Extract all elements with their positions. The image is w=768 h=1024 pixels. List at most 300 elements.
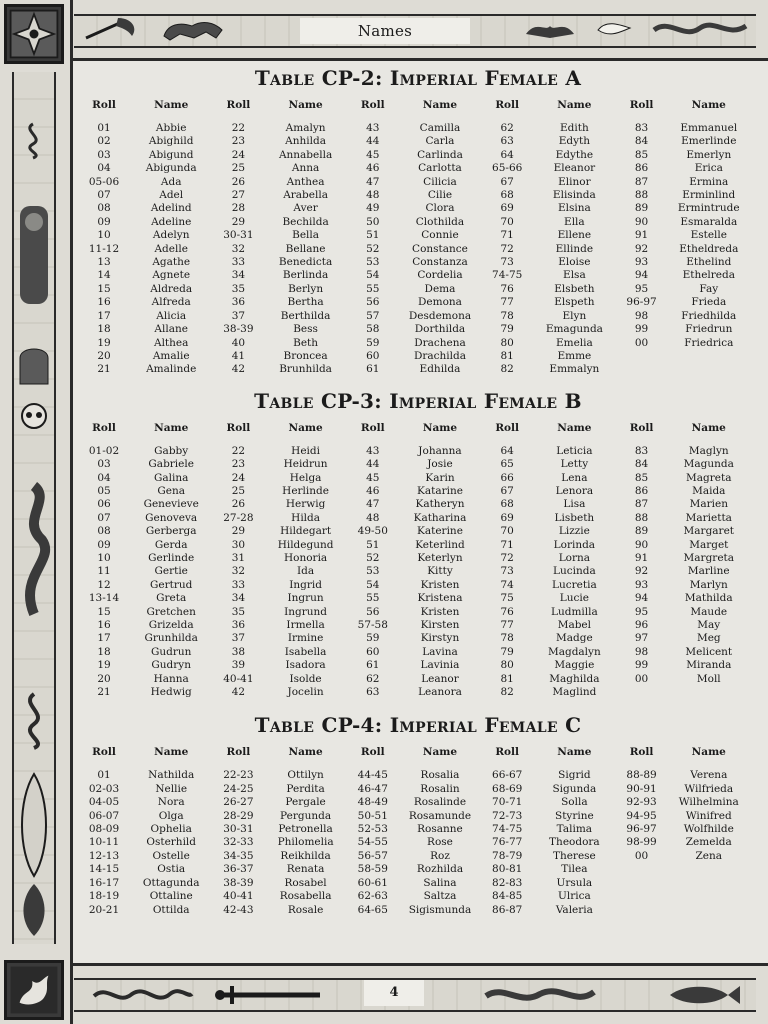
roll-cell: 29 [231,215,246,228]
name-cell: Ethelreda [682,269,735,282]
name-cell: Demona [418,296,462,309]
roll-cell: 20 [97,349,111,362]
name-cell: Ostia [157,863,186,876]
dove-icon [594,16,634,42]
name-cell: Meg [696,632,721,645]
name-cell: Rosalia [420,769,460,782]
name-cell [664,363,754,376]
roll-cell: 86 [634,162,649,175]
name-cell: Renata [286,863,325,876]
name-cell: Keterlyn [417,551,463,564]
name-cell: Clora [425,202,455,215]
roll-cell: 30 [231,538,246,551]
roll-cell: 16 [97,296,111,309]
roll-cell: 55 [366,592,380,605]
name-cell: Wilfrieda [684,782,734,795]
name-cell: Edythe [555,148,594,161]
name-cell: Katarine [417,484,463,497]
roll-cell: 57 [366,309,380,322]
roll-cell: 53 [366,565,380,578]
roll-cell: 60 [366,645,380,658]
roll-cell: 19 [97,336,111,349]
name-cell: Emmanuel [680,122,738,134]
name-cell: Edith [560,122,589,134]
name-cell: Lorna [558,551,591,564]
name-cell: Elsbeth [554,282,595,295]
sword-icon [210,982,330,1008]
roll-cell: 34-35 [223,849,254,862]
name-cell: Sigismunda [408,903,472,916]
roll-cell: 71 [500,229,514,242]
name-cell: Berthilda [280,309,331,322]
table-row [82,189,754,202]
name-column-header: Name [691,421,726,434]
roll-column-header: Roll [360,99,385,111]
name-cell: Hilda [291,511,321,524]
roll-cell: 53 [366,256,380,269]
name-cell: Kitty [427,565,453,578]
roll-cell: 82 [500,363,514,376]
roll-cell: 44 [366,458,380,471]
roll-cell: 94 [634,592,649,605]
roll-cell: 39 [231,659,246,672]
roll-column-header: Roll [226,421,251,434]
roll-cell: 77 [500,619,514,631]
name-cell: Lucie [559,592,589,605]
roll-cell: 58 [366,323,380,336]
name-cell: Gertrud [150,578,193,591]
table-row [82,135,754,148]
roll-cell: 50 [366,215,380,228]
table-row [82,850,754,863]
roll-cell: 00 [634,849,649,862]
table-row [82,216,754,229]
name-cell: Isolde [289,672,322,685]
name-cell: Katerine [417,525,463,538]
name-cell: Carlotta [418,162,462,175]
roll-cell: 86 [634,484,649,497]
table-row [82,323,754,336]
name-cell [664,863,754,876]
roll-cell: 16 [97,619,111,631]
name-cell: Nellie [155,782,188,795]
name-cell: Elsina [557,202,591,215]
name-cell: Brunhilda [279,363,332,376]
table-row [82,877,754,890]
name-cell: Kristen [420,578,460,591]
name-cell: Rose [427,836,453,849]
name-cell: Grunhilda [144,632,198,645]
roll-cell: 30-31 [223,229,254,242]
name-cell: Herwig [285,498,326,511]
page-content [82,60,754,964]
name-cell: Ella [564,215,585,228]
corner-cross-icon [4,4,64,64]
roll-cell: 36 [231,296,246,309]
name-cell: Kristena [417,592,463,605]
roll-cell: 03 [97,458,111,471]
name-column-header: Name [154,421,189,434]
table-row [82,337,754,350]
name-cell: Rosabel [284,876,327,889]
roll-column-header: Roll [629,421,654,434]
roll-cell: 32 [231,565,246,578]
table-row [82,525,754,538]
roll-cell: 60-61 [357,876,388,889]
table-row [82,904,754,917]
name-cell: Lorinda [553,538,596,551]
name-cell: Theodora [549,836,600,849]
roll-cell: 23 [231,458,246,471]
name-cell: Amalie [152,349,190,362]
name-cell: Talima [556,823,593,836]
roll-cell: 84 [634,135,649,148]
name-cell: Emagunda [545,323,603,336]
name-cell: Adel [159,189,184,202]
roll-cell: 07 [97,189,111,202]
name-cell: Pergunda [280,809,332,822]
roll-cell: 44 [366,135,380,148]
name-cell: Lisbeth [554,511,595,524]
roll-cell: 08-09 [88,823,120,836]
name-cell: Abigund [148,148,194,161]
scroll-icon [18,120,48,160]
roll-cell: 26 [231,498,246,511]
name-cell: Gabriele [148,458,194,471]
roll-cell: 63 [500,135,514,148]
roll-cell: 35 [231,605,246,618]
roll-cell: 40-41 [223,672,254,685]
roll-cell: 85 [634,471,649,484]
name-cell: Camilla [419,122,461,134]
name-cell: Elspeth [554,296,595,309]
name-cell: Elisinda [552,189,596,202]
name-cell: Bess [293,323,318,336]
name-cell: Gudryn [151,659,191,672]
name-cell: Annabella [278,148,333,161]
roll-cell: 06 [97,498,111,511]
table-header-row [82,98,754,122]
name-cell: Rosale [287,903,324,916]
roll-cell: 12-13 [88,849,120,862]
roll-cell: 80-81 [492,863,523,876]
name-cell: Verena [690,769,728,782]
name-cell: Aldreda [150,282,193,295]
name-cell: Isabella [284,645,327,658]
roll-column-header: Roll [92,99,116,111]
roll-cell: 93 [634,578,649,591]
name-cell: Irmella [286,619,325,631]
table-row [82,565,754,578]
name-cell: Tilea [561,863,588,876]
table-row [82,202,754,215]
name-cell: Cilicia [423,175,457,188]
name-cell: Arabella [283,189,328,202]
names-table-cp3 [82,421,754,700]
roll-cell: 45 [366,471,380,484]
name-cell: Gretchen [146,605,196,618]
table-row [82,673,754,686]
roll-cell: 12 [97,578,111,591]
roll-cell: 67 [500,175,514,188]
roll-cell: 31 [231,551,246,564]
table-row [82,796,754,809]
name-cell: Adelle [154,242,188,255]
name-cell: Erminlind [682,189,736,202]
name-cell: Eleanor [553,162,596,175]
roll-cell: 69 [500,511,514,524]
name-cell: Nora [157,796,185,809]
name-cell: Etheldreda [679,242,739,255]
roll-cell: 28-29 [223,809,254,822]
name-cell: Jocelin [287,686,324,699]
name-cell: Lisa [563,498,586,511]
name-cell: Wilhelmina [678,796,739,809]
roll-cell: 46 [366,162,380,175]
roll-cell: 48 [366,189,380,202]
table-row [82,363,754,376]
roll-cell: 40 [231,336,246,349]
roll-cell: 74 [500,578,514,591]
name-cell: Rosabella [279,890,332,903]
roll-cell: 81 [500,349,514,362]
roll-cell: 80 [500,659,514,672]
roll-cell: 08 [97,525,111,538]
name-cell: Ophelia [150,823,192,836]
name-cell: Adeline [151,215,192,228]
roll-cell: 18-19 [88,890,120,903]
name-cell: Therese [552,849,596,862]
roll-cell: 51 [366,229,380,242]
roll-cell: 65 [500,458,514,471]
roll-cell: 26-27 [223,796,254,809]
name-column-header: Name [154,99,189,111]
roll-cell: 28 [231,202,246,215]
name-cell: Moll [696,672,721,685]
roll-cell: 04 [97,162,111,175]
roll-cell: 26 [231,175,246,188]
roll-cell: 60 [366,349,380,362]
roll-cell: 90 [634,538,649,551]
name-cell: Ludmilla [550,605,598,618]
roll-cell: 69 [500,202,514,215]
warrior-icon [14,200,54,310]
roll-cell [620,904,664,917]
table-row [82,269,754,282]
name-cell: Frieda [691,296,727,309]
name-cell: Keterlind [415,538,465,551]
name-cell: Benedicta [278,256,333,269]
roll-cell: 02-03 [88,782,120,795]
name-cell: Anna [291,162,320,175]
name-cell: Lucretia [552,578,597,591]
name-column-header: Name [422,746,458,759]
name-cell: Abigunda [145,162,197,175]
roll-cell: 82-83 [492,876,523,889]
worm-icon [480,982,600,1008]
roll-cell: 78 [500,309,514,322]
roll-cell: 10-11 [88,836,120,849]
roll-cell: 05 [97,484,111,497]
roll-cell: 09 [97,215,111,228]
name-cell: Ulrica [558,890,591,903]
name-cell: Isadora [285,659,326,672]
name-cell: Leanora [418,686,462,699]
roll-cell: 13 [97,256,111,269]
name-cell: Beth [293,336,319,349]
name-cell: Drachena [414,336,466,349]
table-row [82,498,754,511]
roll-cell: 05-06 [88,175,120,188]
roll-cell: 51 [366,538,380,551]
roll-cell: 62 [500,122,514,134]
name-cell: Anhilda [285,135,326,148]
roll-cell: 55 [366,282,380,295]
name-cell: Lenora [555,484,594,497]
roll-cell: 92-93 [626,796,657,809]
roll-cell: 92 [634,242,649,255]
roll-cell: 84-85 [492,890,523,903]
table-title: Table CP-3: Imperial Female B [254,388,582,413]
roll-cell: 21 [97,363,111,376]
roll-cell: 29 [231,525,246,538]
name-cell: Bertha [287,296,324,309]
name-cell: Ottaline [149,890,193,903]
name-cell: Kristen [420,605,460,618]
name-cell: Philomelia [277,836,334,849]
roll-cell: 54 [366,269,380,282]
name-cell: Emmalyn [549,363,600,376]
name-cell [664,877,754,890]
roll-column-header: Roll [495,746,520,759]
roll-cell: 54 [366,578,380,591]
roll-cell: 15 [97,605,111,618]
roll-cell: 22-23 [223,769,254,782]
roll-cell: 13-14 [88,592,120,605]
name-column-header: Name [557,421,592,434]
name-cell: Desdemona [408,309,472,322]
name-cell: Elyn [562,309,587,322]
table-row [82,810,754,823]
roll-cell: 27 [231,189,246,202]
roll-cell: 04 [97,471,111,484]
name-cell: Emelia [555,336,593,349]
name-cell: Rosanne [417,823,463,836]
name-cell: Mabel [557,619,592,631]
roll-cell: 07 [97,511,111,524]
roll-column-header: Roll [92,746,116,759]
roll-cell: 67 [500,484,514,497]
table-header-row [82,421,754,445]
name-cell: Madge [556,632,593,645]
name-cell: Hildegart [280,525,332,538]
name-cell: Magdalyn [547,645,601,658]
table-row [82,823,754,836]
roll-cell: 66-67 [492,769,523,782]
name-cell: Elsa [563,269,586,282]
roll-cell: 37 [231,632,246,645]
table-row [82,283,754,296]
name-cell [664,904,754,917]
name-cell: Abighild [148,135,194,148]
name-cell: Bellane [285,242,326,255]
table-title: Table CP-2: Imperial Female A [254,66,582,90]
roll-cell: 76 [500,605,514,618]
name-cell: Carlinda [417,148,463,161]
name-cell: Adelind [150,202,192,215]
roll-cell: 57-58 [357,619,388,631]
roll-cell: 02 [97,135,111,148]
roll-cell: 36 [231,619,246,631]
serpent-icon [650,16,750,42]
name-cell: Connie [421,229,459,242]
name-cell: Marline [687,565,730,578]
name-cell: Aver [293,202,318,215]
roll-cell: 96-97 [626,296,657,309]
roll-cell: 19 [97,659,111,672]
name-cell: Ursula [556,876,593,889]
name-cell: Abbie [155,122,187,134]
roll-cell: 79 [500,645,514,658]
table-row [82,445,754,458]
names-table-cp2 [82,98,754,377]
table-row [82,350,754,363]
roll-cell: 03 [97,148,111,161]
name-cell: Petronella [278,823,333,836]
name-cell: Althea [153,336,189,349]
name-cell: Berlyn [288,282,324,295]
table-row [82,122,754,135]
roll-cell [620,363,664,376]
name-cell [664,890,754,903]
roll-cell: 83 [634,122,649,134]
roll-cell: 37 [231,309,246,322]
name-cell: Lucinda [553,565,596,578]
roll-cell: 43 [366,444,380,457]
roll-cell: 81 [500,672,514,685]
roll-cell: 95 [634,282,649,295]
name-cell: Katheryn [415,498,465,511]
roll-cell: 56 [366,296,380,309]
name-cell: Ingrun [287,592,324,605]
name-column-header: Name [422,421,458,434]
name-cell: Zemelda [685,836,732,849]
name-cell: Herlinde [282,484,329,497]
roll-cell: 14 [97,269,111,282]
table-row [82,579,754,592]
name-cell [664,350,754,363]
table-row [82,310,754,323]
name-cell: Marget [689,538,729,551]
roll-cell: 47 [366,498,380,511]
table-row [82,632,754,645]
roll-cell: 49 [366,202,380,215]
name-cell: Rosamunde [408,809,472,822]
table-cp4-section [82,713,754,916]
table-row [82,162,754,175]
roll-cell: 25 [231,162,246,175]
name-cell: Alicia [156,309,187,322]
page-number: 4 [364,980,424,1006]
name-cell: Mathilda [684,592,733,605]
roll-cell: 76-77 [492,836,523,849]
roll-column-header: Roll [360,746,385,759]
roll-cell: 99 [634,659,649,672]
roll-cell: 11-12 [88,242,120,255]
roll-cell: 70 [500,215,514,228]
name-column-header: Name [422,99,458,111]
leaf-icon [14,880,54,940]
